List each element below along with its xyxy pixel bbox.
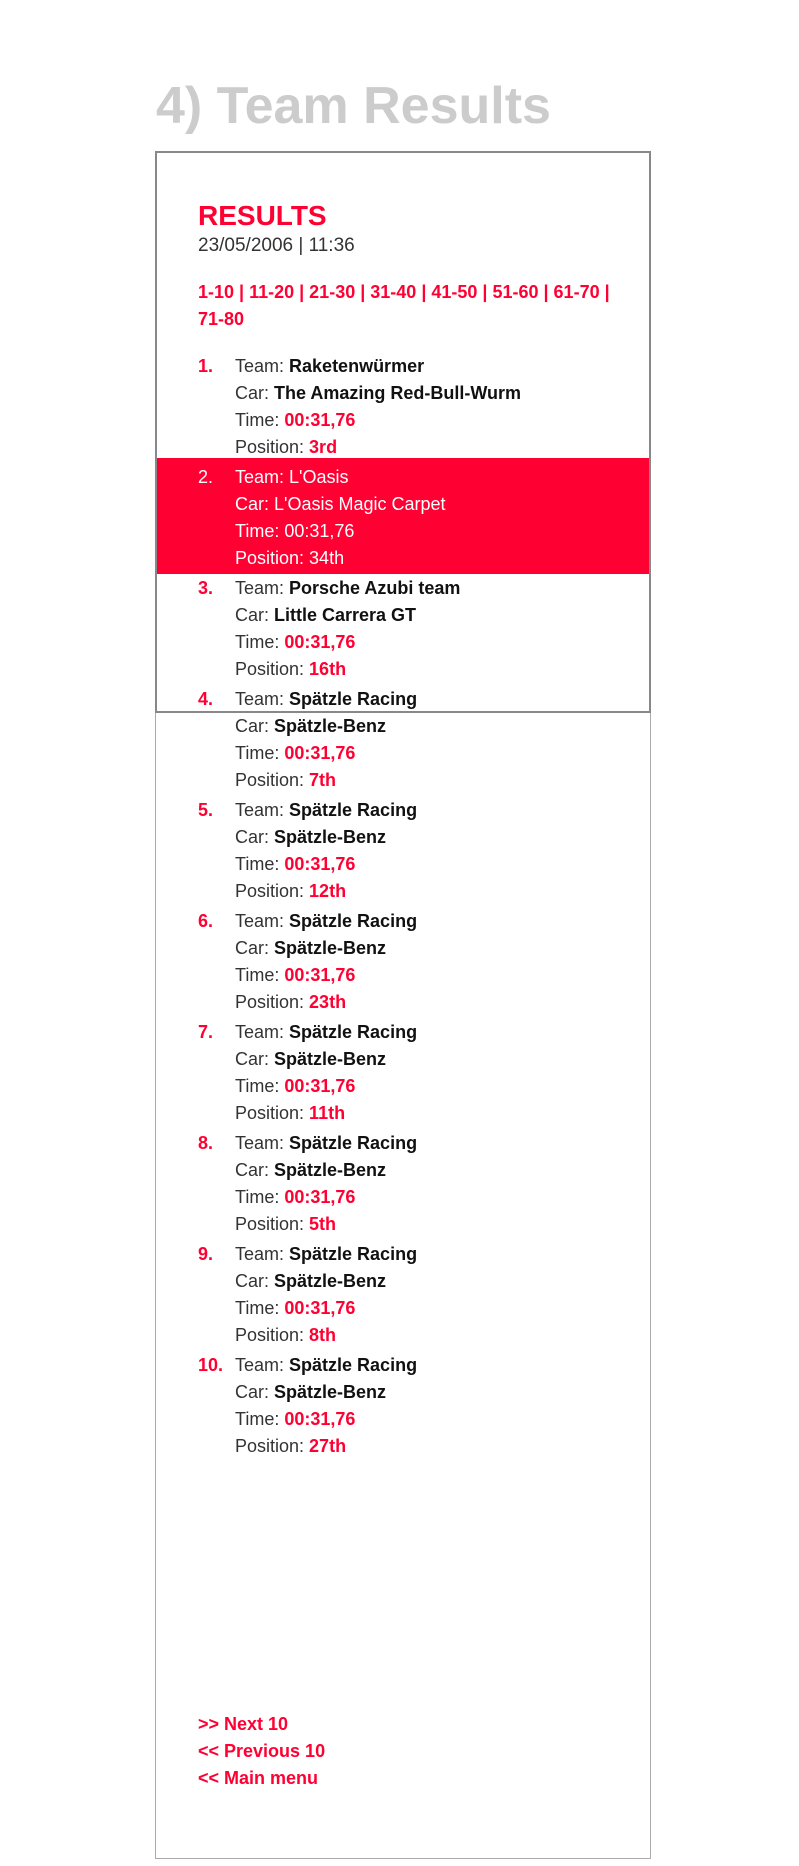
- result-position-label: Position:: [235, 992, 310, 1012]
- result-team-label: Team:: [235, 578, 290, 598]
- result-team-label: Team:: [235, 1244, 290, 1264]
- result-team-value: Raketenwürmer: [289, 356, 425, 376]
- result-position-line: [235, 767, 645, 794]
- result-fields: [235, 353, 645, 461]
- result-team-value: Spätzle Racing: [289, 911, 418, 931]
- result-car-value: Spätzle-Benz: [274, 1271, 387, 1291]
- range-separator: |: [599, 282, 610, 302]
- result-team-value: Spätzle Racing: [289, 1355, 418, 1375]
- result-position-line: [235, 989, 645, 1016]
- result-time-line: [235, 1073, 645, 1100]
- result-car-value: The Amazing Red-Bull-Wurm: [274, 383, 522, 403]
- result-car-line: [235, 491, 645, 518]
- result-time-label: Time:: [235, 1409, 285, 1429]
- result-position-label: Position:: [235, 881, 310, 901]
- result-time-value: 00:31,76: [284, 410, 356, 430]
- result-position-line: [235, 1433, 645, 1460]
- range-link-31-40[interactable]: 31-40: [370, 282, 417, 302]
- result-position-value: 16th: [309, 659, 347, 679]
- result-rank: 10.: [198, 1355, 224, 1375]
- next-10-link[interactable]: >> Next 10: [198, 1714, 289, 1734]
- result-team-label: Team:: [235, 1133, 290, 1153]
- result-item[interactable]: [155, 1013, 651, 1129]
- results-heading: RESULTS: [198, 200, 327, 231]
- result-position-label: Position:: [235, 1436, 310, 1456]
- result-team-label: Team:: [235, 800, 290, 820]
- range-separator: |: [355, 282, 371, 302]
- result-item[interactable]: [155, 1124, 651, 1240]
- page-title: 4) Team Results: [156, 77, 551, 135]
- result-position-value: 27th: [309, 1436, 347, 1456]
- nav-links: [198, 1711, 325, 1792]
- result-item[interactable]: [155, 1346, 651, 1462]
- result-item[interactable]: [155, 902, 651, 1018]
- result-team-line: [235, 1352, 645, 1379]
- result-car-line: [235, 1268, 645, 1295]
- result-item[interactable]: [155, 1235, 651, 1351]
- result-car-value: Spätzle-Benz: [274, 938, 387, 958]
- previous-10-link[interactable]: << Previous 10: [198, 1741, 326, 1761]
- result-time-value: 00:31,76: [284, 1298, 356, 1318]
- range-link-61-70[interactable]: 61-70: [553, 282, 600, 302]
- result-car-value: Spätzle-Benz: [274, 827, 387, 847]
- result-time-value: 00:31,76: [284, 854, 356, 874]
- main-menu-link[interactable]: << Main menu: [198, 1768, 319, 1788]
- result-car-label: Car:: [235, 1049, 275, 1069]
- result-position-label: Position:: [235, 1103, 310, 1123]
- range-separator: |: [294, 282, 310, 302]
- result-car-value: Spätzle-Benz: [274, 1382, 387, 1402]
- result-team-label: Team:: [235, 911, 290, 931]
- result-time-label: Time:: [235, 1076, 285, 1096]
- result-rank: 9.: [198, 1244, 214, 1264]
- result-car-label: Car:: [235, 716, 275, 736]
- result-time-line: [235, 407, 645, 434]
- result-position-value: 7th: [309, 770, 337, 790]
- result-time-value: 00:31,76: [284, 965, 356, 985]
- range-link-11-20[interactable]: 11-20: [249, 282, 295, 302]
- result-car-label: Car:: [235, 1382, 275, 1402]
- result-item[interactable]: [155, 680, 651, 796]
- result-team-value: Spätzle Racing: [289, 800, 418, 820]
- result-fields: [235, 1241, 645, 1349]
- result-time-label: Time:: [235, 743, 285, 763]
- result-time-value: 00:31,76: [284, 521, 355, 541]
- result-position-label: Position:: [235, 548, 310, 568]
- result-team-line: [235, 464, 645, 491]
- result-fields: [235, 575, 645, 683]
- result-rank: 7.: [198, 1022, 214, 1042]
- result-rank: 6.: [198, 911, 214, 931]
- results-timestamp: 23/05/2006 | 11:36: [198, 235, 355, 256]
- result-car-label: Car:: [235, 1160, 275, 1180]
- range-separator: |: [538, 282, 554, 302]
- result-car-value: L'Oasis Magic Carpet: [274, 494, 446, 514]
- result-item[interactable]: [155, 347, 651, 463]
- range-separator: |: [416, 282, 432, 302]
- range-link-21-30[interactable]: 21-30: [309, 282, 356, 302]
- result-position-line: [235, 1100, 645, 1127]
- result-car-line: [235, 935, 645, 962]
- result-fields: [235, 1352, 645, 1460]
- range-separator: |: [234, 282, 250, 302]
- result-position-line: [235, 545, 645, 572]
- result-car-label: Car:: [235, 1271, 275, 1291]
- result-team-line: [235, 797, 645, 824]
- result-position-value: 23th: [309, 992, 347, 1012]
- result-team-line: [235, 353, 645, 380]
- result-time-label: Time:: [235, 632, 285, 652]
- result-fields: [235, 464, 645, 572]
- result-team-label: Team:: [235, 467, 290, 487]
- result-position-line: [235, 1322, 645, 1349]
- result-time-line: [235, 629, 645, 656]
- result-time-value: 00:31,76: [284, 1409, 356, 1429]
- result-team-value: Spätzle Racing: [289, 689, 418, 709]
- result-car-label: Car:: [235, 494, 275, 514]
- result-team-line: [235, 908, 645, 935]
- result-team-label: Team:: [235, 689, 290, 709]
- result-position-value: 3rd: [309, 437, 338, 457]
- result-fields: [235, 1130, 645, 1238]
- range-link-41-50[interactable]: 41-50: [431, 282, 478, 302]
- result-car-line: [235, 1157, 645, 1184]
- range-separator: |: [477, 282, 493, 302]
- result-time-line: [235, 962, 645, 989]
- result-time-line: [235, 740, 645, 767]
- result-car-line: [235, 1379, 645, 1406]
- result-rank: 2.: [198, 467, 214, 487]
- result-time-label: Time:: [235, 521, 285, 541]
- result-time-label: Time:: [235, 854, 285, 874]
- result-item[interactable]: [155, 791, 651, 907]
- result-position-label: Position:: [235, 659, 310, 679]
- result-car-label: Car:: [235, 605, 275, 625]
- result-team-line: [235, 575, 645, 602]
- result-time-line: [235, 851, 645, 878]
- result-position-label: Position:: [235, 437, 310, 457]
- result-car-value: Little Carrera GT: [274, 605, 417, 625]
- result-position-line: [235, 878, 645, 905]
- result-fields: [235, 1019, 645, 1127]
- result-position-value: 12th: [309, 881, 347, 901]
- result-team-label: Team:: [235, 1022, 290, 1042]
- result-time-value: 00:31,76: [284, 1076, 356, 1096]
- result-position-value: 5th: [309, 1214, 337, 1234]
- result-position-value: 34th: [309, 548, 345, 568]
- result-team-label: Team:: [235, 1355, 290, 1375]
- result-car-label: Car:: [235, 383, 275, 403]
- result-position-label: Position:: [235, 770, 310, 790]
- result-time-line: [235, 518, 645, 545]
- result-car-label: Car:: [235, 938, 275, 958]
- result-position-value: 8th: [309, 1325, 337, 1345]
- result-car-line: [235, 380, 645, 407]
- result-team-value: Spätzle Racing: [289, 1022, 418, 1042]
- result-team-label: Team:: [235, 356, 290, 376]
- result-car-value: Spätzle-Benz: [274, 1160, 387, 1180]
- result-rank: 4.: [198, 689, 214, 709]
- result-time-line: [235, 1406, 645, 1433]
- result-time-line: [235, 1184, 645, 1211]
- result-team-line: [235, 1130, 645, 1157]
- result-rank: 8.: [198, 1133, 214, 1153]
- range-link-51-60[interactable]: 51-60: [492, 282, 539, 302]
- result-fields: [235, 908, 645, 1016]
- result-team-value: Spätzle Racing: [289, 1133, 418, 1153]
- result-position-line: [235, 656, 645, 683]
- result-time-label: Time:: [235, 410, 285, 430]
- result-car-value: Spätzle-Benz: [274, 716, 387, 736]
- result-item[interactable]: [155, 569, 651, 685]
- result-time-label: Time:: [235, 1298, 285, 1318]
- result-car-line: [235, 1046, 645, 1073]
- result-time-label: Time:: [235, 965, 285, 985]
- result-team-value: Porsche Azubi team: [289, 578, 461, 598]
- result-car-value: Spätzle-Benz: [274, 1049, 387, 1069]
- result-rank: 3.: [198, 578, 214, 598]
- result-team-value: Spätzle Racing: [289, 1244, 418, 1264]
- range-links: [198, 279, 638, 333]
- result-car-line: [235, 824, 645, 851]
- result-team-line: [235, 1019, 645, 1046]
- result-position-line: [235, 434, 645, 461]
- result-team-line: [235, 1241, 645, 1268]
- result-team-line: [235, 686, 645, 713]
- result-car-line: [235, 602, 645, 629]
- range-link-71-80[interactable]: 71-80: [198, 309, 245, 329]
- result-fields: [235, 797, 645, 905]
- result-rank: 5.: [198, 800, 214, 820]
- result-position-label: Position:: [235, 1325, 310, 1345]
- result-time-label: Time:: [235, 1187, 285, 1207]
- result-time-value: 00:31,76: [284, 743, 356, 763]
- result-car-line: [235, 713, 645, 740]
- result-position-label: Position:: [235, 1214, 310, 1234]
- result-car-label: Car:: [235, 827, 275, 847]
- result-team-value: L'Oasis: [289, 467, 349, 487]
- result-time-line: [235, 1295, 645, 1322]
- result-item[interactable]: [155, 458, 651, 574]
- result-rank: 1.: [198, 356, 214, 376]
- range-link-1-10[interactable]: 1-10: [198, 282, 235, 302]
- result-time-value: 00:31,76: [284, 1187, 356, 1207]
- result-position-line: [235, 1211, 645, 1238]
- result-time-value: 00:31,76: [284, 632, 356, 652]
- result-position-value: 11th: [309, 1103, 346, 1123]
- result-fields: [235, 686, 645, 794]
